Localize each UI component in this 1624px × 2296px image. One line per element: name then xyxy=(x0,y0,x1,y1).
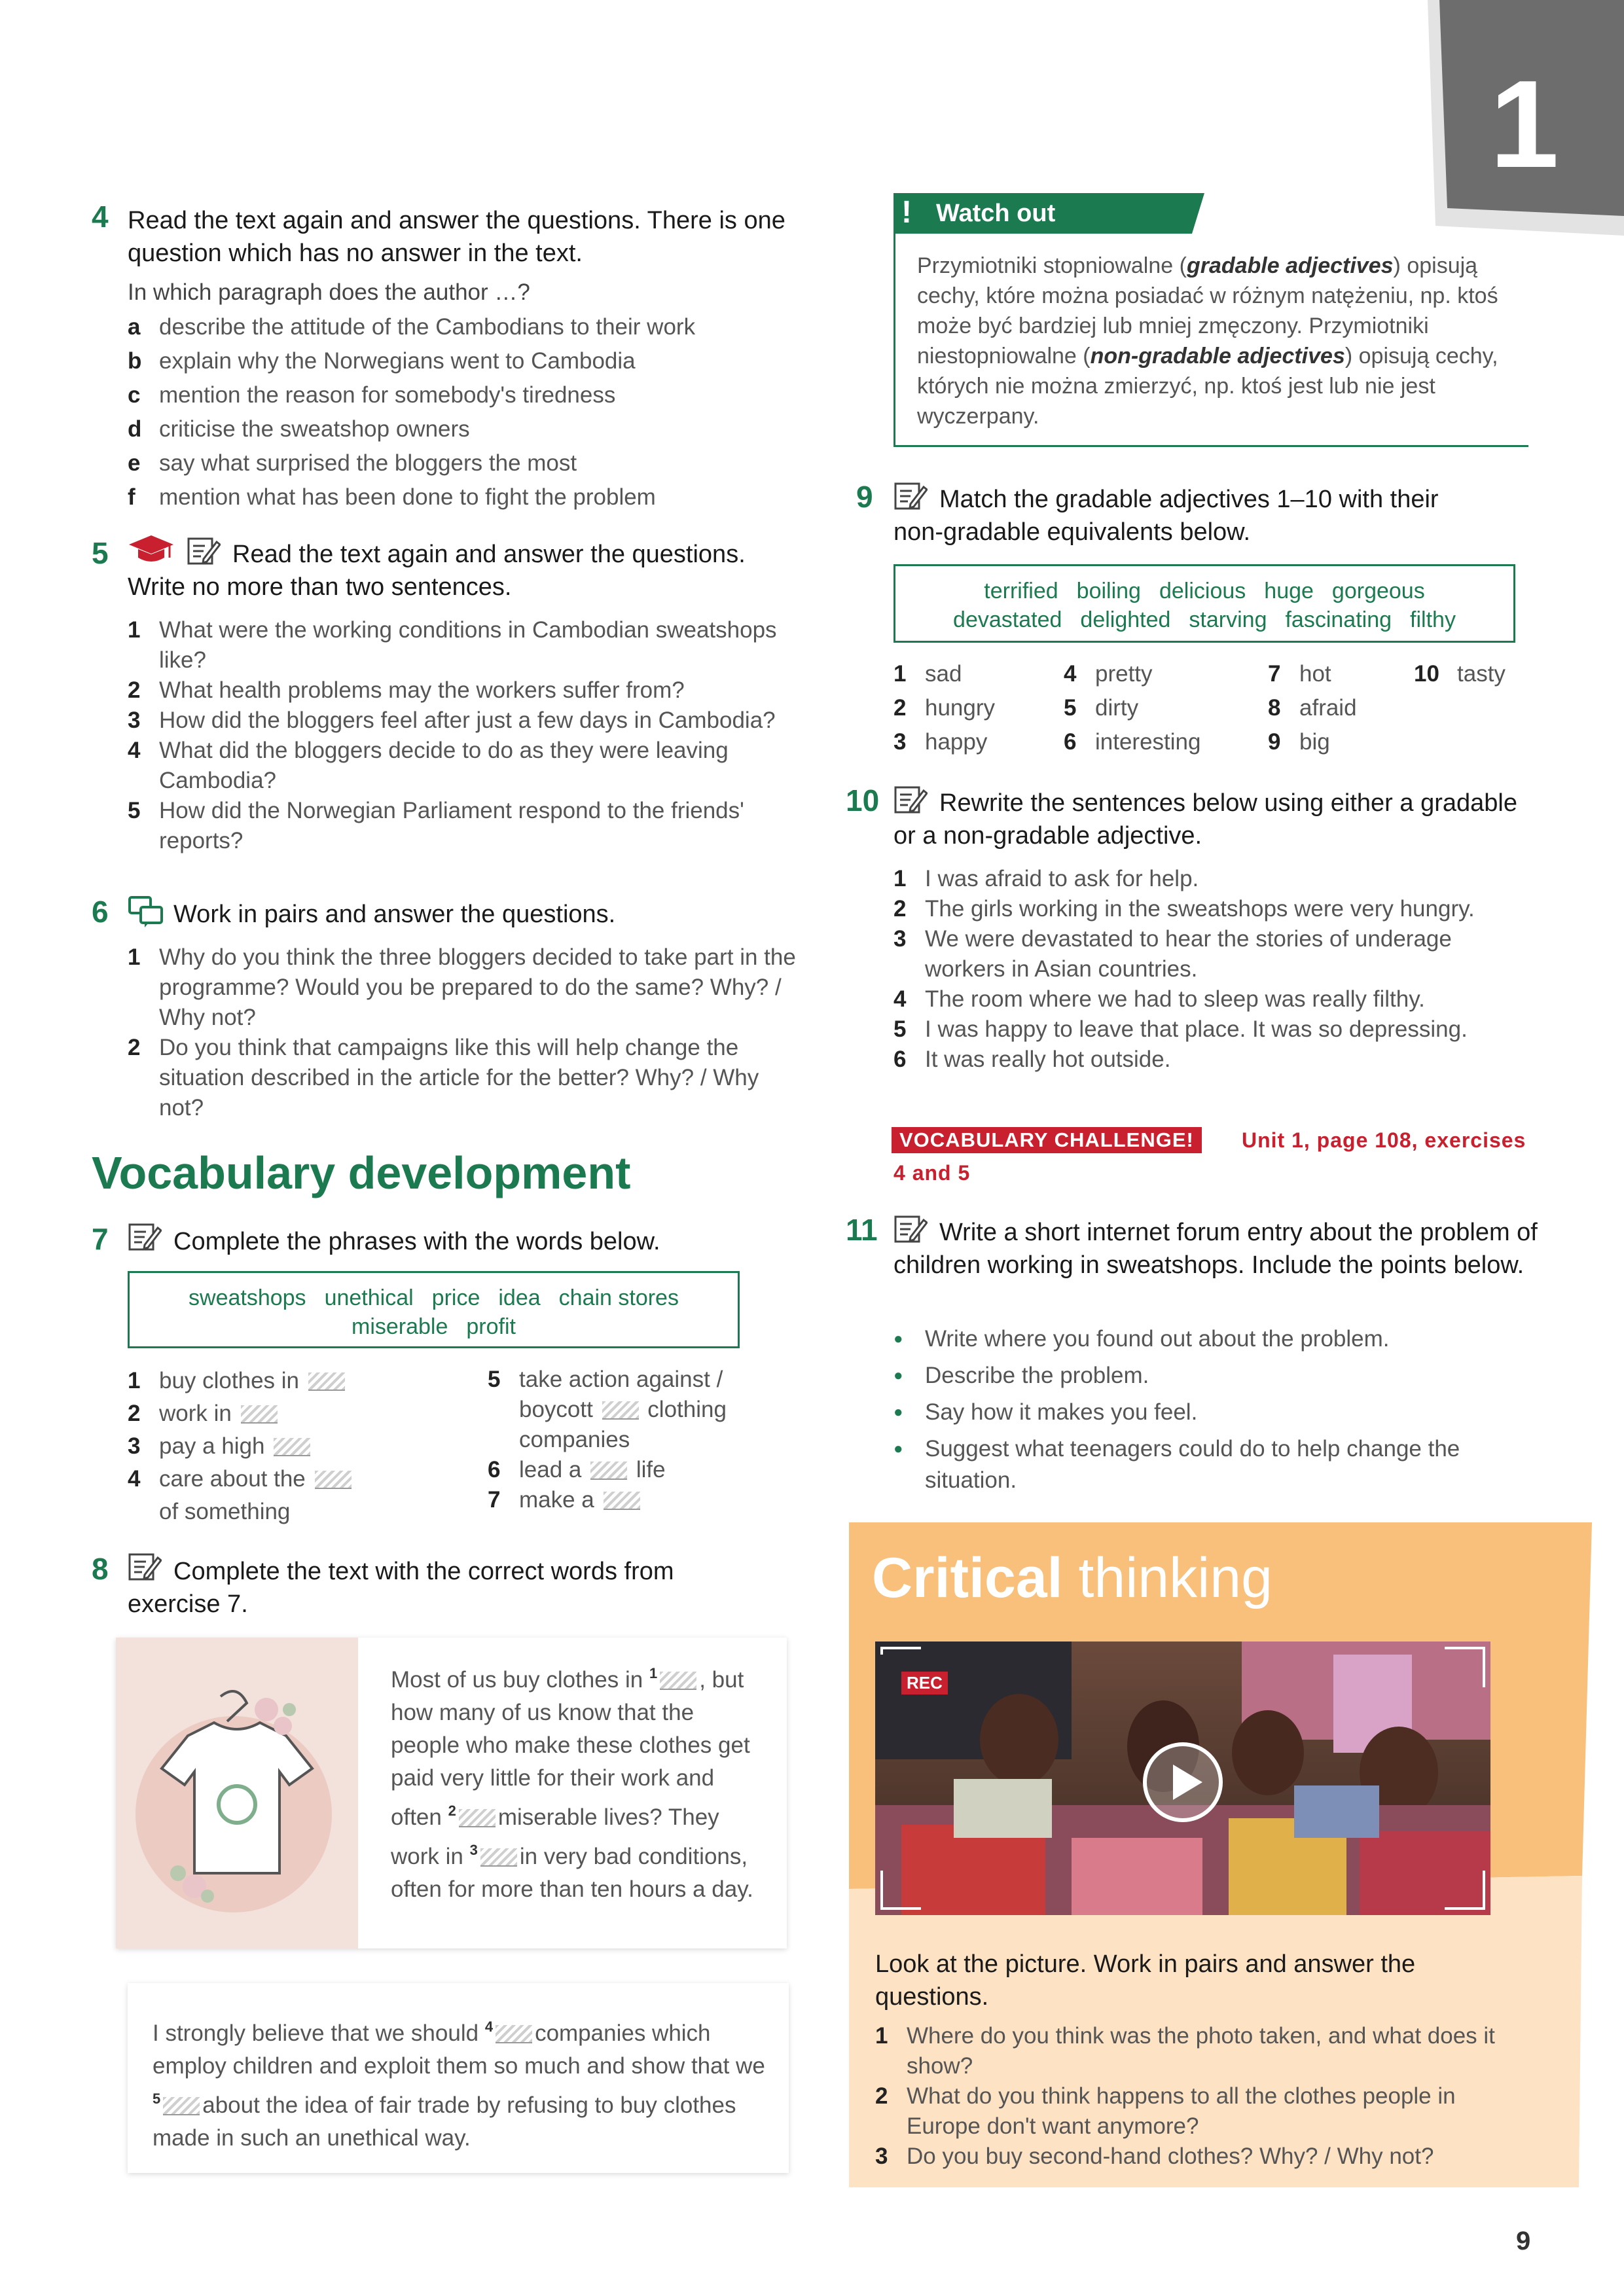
ex7-word: unethical xyxy=(324,1285,414,1310)
ex5-item xyxy=(128,706,808,736)
rec-badge: REC xyxy=(901,1672,948,1695)
ex4-item-text: mention the reason for somebody's tiredness xyxy=(159,382,616,408)
ex4-item xyxy=(128,480,815,514)
ex4-item xyxy=(128,378,815,412)
answer-gap[interactable] xyxy=(308,1372,345,1391)
ex8-text-2 xyxy=(153,2011,768,2155)
ex4-item xyxy=(128,344,815,378)
ex9-item-key: 8 xyxy=(1268,695,1281,721)
ex10-item-key: 1 xyxy=(893,866,907,891)
critical-item-text: Do you buy second-hand clothes? Why? / Why not? xyxy=(907,2144,1434,2169)
ex11-bullet xyxy=(893,1397,1522,1428)
ex10-item-text: The girls working in the sweatshops were very hungry. xyxy=(925,896,1475,922)
ex5-item-text: How did the Norwegian Parliament respond to the friends' reports? xyxy=(159,798,744,853)
section-heading-vocabulary: Vocabulary development xyxy=(92,1147,631,1198)
ex11-bullet xyxy=(893,1360,1522,1391)
gap-number: 4 xyxy=(484,2018,494,2035)
ex7-item-text-a: lead a xyxy=(519,1457,588,1482)
ex5-instruction: Read the text again and answer the questions. Write no more than two sentences. xyxy=(128,541,746,601)
ex5-item-text: What were the working conditions in Cambodian sweatshops like? xyxy=(159,617,777,673)
critical-thinking-intro: Look at the picture. Work in pairs and answer the questions. xyxy=(875,1950,1416,2011)
ex11-bullet-text: Suggest what teenagers could do to help change the situation. xyxy=(925,1436,1460,1493)
watch-out-border-left xyxy=(893,234,895,447)
ex9-item-key: 6 xyxy=(1064,729,1077,755)
ex5-item-key: 1 xyxy=(128,617,141,643)
play-icon[interactable] xyxy=(1140,1740,1225,1825)
ex9-item-key: 10 xyxy=(1414,661,1439,687)
ex5-item-key: 5 xyxy=(128,798,141,823)
ex9-item xyxy=(1064,691,1260,725)
watch-out-text-3: ) opisują cechy, których nie można zmierzyć, np. ktoś jest lub nie jest wyczerpany. xyxy=(917,344,1498,429)
ex7-item-text-a: buy clothes in xyxy=(159,1368,306,1393)
ex9-item xyxy=(1064,725,1260,759)
ex7-words-line2 xyxy=(143,1312,725,1341)
ex5-item xyxy=(128,736,808,796)
ex7-item-text-b: boycott xyxy=(519,1397,600,1422)
unit-number: 1 xyxy=(1490,55,1559,194)
ex9-col3 xyxy=(1268,657,1412,759)
ex6-item-key: 2 xyxy=(128,1035,141,1060)
ex9-col1 xyxy=(893,657,1064,759)
ex9-item-text: afraid xyxy=(1299,695,1357,721)
ex6-item xyxy=(128,942,808,1033)
ex11-number: 11 xyxy=(846,1213,878,1247)
ex8-text-card-1 xyxy=(116,1638,787,1948)
ex11-bullet-text: Write where you found out about the problem. xyxy=(925,1326,1390,1352)
ex8-text-segment: I strongly believe that we should xyxy=(153,2020,479,2046)
ex7-item-key: 2 xyxy=(128,1401,141,1426)
ex7-item xyxy=(128,1397,481,1430)
critical-thinking-title-bold: Critical xyxy=(872,1547,1063,1609)
ex9-item-text: big xyxy=(1299,729,1330,755)
answer-gap[interactable] xyxy=(163,2097,200,2115)
ex4-intro: In which paragraph does the author …? xyxy=(128,279,530,305)
ex11-bullet xyxy=(893,1433,1522,1496)
ex5-item xyxy=(128,796,808,856)
ex10-item-text: The room where we had to sleep was really filthy. xyxy=(925,986,1425,1012)
ex9-item-key: 5 xyxy=(1064,695,1077,721)
ex10-item-text: It was really hot outside. xyxy=(925,1047,1171,1072)
ex6-number: 6 xyxy=(92,895,109,929)
ex7-word: chain stores xyxy=(558,1285,679,1310)
ex9-item-key: 1 xyxy=(893,661,907,687)
ex9-item-text: pretty xyxy=(1095,661,1153,687)
ex9-col4 xyxy=(1414,657,1545,691)
critical-item-key: 1 xyxy=(875,2023,888,2049)
ex9-item xyxy=(1414,657,1545,691)
exclamation-icon: ! xyxy=(901,195,912,230)
ex4-item-text: say what surprised the bloggers the most xyxy=(159,450,577,476)
critical-item-key: 3 xyxy=(875,2144,888,2169)
answer-gap[interactable] xyxy=(602,1401,639,1420)
ex8-number: 8 xyxy=(92,1552,109,1586)
answer-gap[interactable] xyxy=(660,1672,696,1690)
ex9-word: huge xyxy=(1264,579,1314,603)
ex7-item-text-c: companies xyxy=(519,1427,630,1452)
ex7-item-text xyxy=(159,1430,481,1463)
ex5-number: 5 xyxy=(92,536,109,570)
ex9-item-text: sad xyxy=(925,661,962,687)
ex9-item-key: 9 xyxy=(1268,729,1281,755)
critical-thinking-title xyxy=(872,1547,1272,1609)
ex10-item-key: 5 xyxy=(893,1016,907,1042)
ex5-list xyxy=(128,615,808,856)
ex9-word: fascinating xyxy=(1285,607,1392,632)
critical-item-key: 2 xyxy=(875,2083,888,2109)
ex7-item-text xyxy=(519,1455,776,1485)
answer-gap[interactable] xyxy=(459,1809,496,1827)
ex7-item-text-a: pay a high xyxy=(159,1433,272,1459)
ex4-item-key: a xyxy=(128,314,141,340)
ex9-word-box xyxy=(893,564,1515,643)
ex4-item xyxy=(128,310,815,344)
ex10-item-key: 2 xyxy=(893,896,907,922)
ex7-item-key: 1 xyxy=(128,1368,141,1393)
answer-gap[interactable] xyxy=(496,2025,532,2043)
ex11-bullet-text: Say how it makes you feel. xyxy=(925,1399,1198,1425)
ex10-item xyxy=(893,864,1535,894)
ex9-item-key: 3 xyxy=(893,729,907,755)
watch-out-term-gradable: gradable adjectives xyxy=(1186,253,1394,278)
ex7-item xyxy=(488,1455,776,1485)
answer-gap[interactable] xyxy=(315,1471,352,1489)
ex9-item xyxy=(893,691,1064,725)
ex10-item-key: 6 xyxy=(893,1047,907,1072)
ex7-item-key: 5 xyxy=(488,1367,501,1392)
ex7-word: sweatshops xyxy=(189,1285,306,1310)
ex7-item-text-a: take action against / xyxy=(519,1367,723,1392)
pencil-icon xyxy=(128,1221,162,1253)
ex9-word: gorgeous xyxy=(1331,579,1425,603)
ex9-item-key: 7 xyxy=(1268,661,1281,687)
gap-number: 3 xyxy=(469,1842,478,1858)
ex9-word: starving xyxy=(1189,607,1267,632)
ex4-item-text: explain why the Norwegians went to Cambodia xyxy=(159,348,636,374)
ex4-list xyxy=(128,310,815,514)
ex9-item xyxy=(1268,691,1412,725)
ex8-text-segment: companies which employ children and exploit them so much and show that we xyxy=(153,2020,765,2079)
critical-thinking-list xyxy=(875,2021,1530,2172)
ex9-word: devastated xyxy=(953,607,1062,632)
ex7-number: 7 xyxy=(92,1222,109,1256)
bullet-dot-icon: ● xyxy=(893,1367,903,1384)
ex9-item-text: interesting xyxy=(1095,729,1201,755)
ex9-item-text: tasty xyxy=(1457,661,1506,687)
ex9-item-key: 4 xyxy=(1064,661,1077,687)
ex9-item xyxy=(893,657,1064,691)
ex10-list xyxy=(893,864,1535,1075)
ex9-item-text: hungry xyxy=(925,695,996,721)
ex7-word-box xyxy=(128,1271,740,1348)
ex10-item-key: 3 xyxy=(893,926,907,952)
ex6-item-key: 1 xyxy=(128,944,141,970)
ex10-item-text: I was afraid to ask for help. xyxy=(925,866,1199,891)
ex7-item-text xyxy=(519,1365,776,1455)
ex7-item-text-b2: clothing xyxy=(641,1397,727,1422)
critical-item-text: What do you think happens to all the clothes people in Europe don't want anymore? xyxy=(907,2083,1456,2139)
ex4-item xyxy=(128,446,815,480)
ex6-item xyxy=(128,1033,808,1123)
ex10-item-key: 4 xyxy=(893,986,907,1012)
bullet-dot-icon: ● xyxy=(893,1403,903,1421)
ex7-instruction: Complete the phrases with the words below. xyxy=(173,1228,660,1255)
ex9-item-text: dirty xyxy=(1095,695,1139,721)
watch-out-title: Watch out xyxy=(936,200,1056,227)
video-thumbnail[interactable] xyxy=(875,1641,1490,1915)
bullet-dot-icon: ● xyxy=(893,1440,903,1458)
ex5-item-key: 4 xyxy=(128,738,141,763)
critical-item-text: Where do you think was the photo taken, and what does it show? xyxy=(907,2023,1495,2079)
ex4-item-text: criticise the sweatshop owners xyxy=(159,416,470,442)
ex5-item-key: 3 xyxy=(128,708,141,733)
ex9-col2 xyxy=(1064,657,1260,759)
tshirt-illustration xyxy=(116,1638,358,1948)
gap-number: 2 xyxy=(448,1803,456,1819)
ex7-word: profit xyxy=(466,1314,516,1339)
ex4-number: 4 xyxy=(92,200,109,234)
critical-thinking-title-light: thinking xyxy=(1078,1547,1272,1609)
ex7-item-key: 3 xyxy=(128,1433,141,1459)
ex9-word: terrified xyxy=(984,579,1058,603)
vocab-challenge-ref-1: Unit 1, page 108, exercises xyxy=(1242,1128,1526,1152)
ex9-item-key: 2 xyxy=(893,695,907,721)
ex10-instruction: Rewrite the sentences below using either a gradable or a non-gradable adjective. xyxy=(893,789,1517,850)
ex7-word: price xyxy=(431,1285,480,1310)
ex10-item xyxy=(893,894,1535,924)
ex6-instruction: Work in pairs and answer the questions. xyxy=(173,901,616,928)
ex9-item-text: hot xyxy=(1299,661,1331,687)
vocab-challenge-label: VOCABULARY CHALLENGE! xyxy=(892,1127,1202,1153)
ex7-item-text-a: work in xyxy=(159,1401,238,1426)
ex10-number: 10 xyxy=(846,783,880,817)
ex4-item-text: describe the attitude of the Cambodians to their work xyxy=(159,314,696,340)
ex11-bullet-text: Describe the problem. xyxy=(925,1363,1149,1388)
ex8-text-1 xyxy=(391,1657,764,1906)
ex8-text-segment: about the idea of fair trade by refusing to buy clothes made in such an unethical way. xyxy=(153,2092,736,2151)
ex5-item xyxy=(128,675,808,706)
critical-item xyxy=(875,2021,1530,2081)
watch-out-text-2: ) opisują cechy, które można posiadać w różnym natężeniu, np. ktoś może być bardziej lub mniej zmęczony. Przymiotniki niestopniowalne ( xyxy=(917,253,1498,368)
ex7-item xyxy=(128,1463,481,1528)
ex7-item-text xyxy=(159,1397,481,1430)
gap-number: 5 xyxy=(153,2090,161,2107)
ex9-word: boiling xyxy=(1076,579,1141,603)
ex9-item xyxy=(1268,657,1412,691)
ex9-item-text: happy xyxy=(925,729,988,755)
watch-out-box xyxy=(893,193,1528,448)
ex4-item-key: c xyxy=(128,382,141,408)
ex7-item-text xyxy=(159,1365,481,1397)
ex6-item-text: Why do you think the three bloggers decided to take part in the programme? Would you be prepared to do the same? Why? / Why not? xyxy=(159,944,796,1030)
ex7-item-key: 4 xyxy=(128,1466,141,1492)
ex7-right-list xyxy=(488,1365,776,1515)
ex4-item-key: d xyxy=(128,416,142,442)
ex9-word: delicious xyxy=(1159,579,1246,603)
ex10-item xyxy=(893,924,1535,984)
ex9-item xyxy=(1064,657,1260,691)
ex5-item-text: How did the bloggers feel after just a few days in Cambodia? xyxy=(159,708,776,733)
ex8-text-segment: , but how many of us know that the people who make these clothes get paid very little for their work and often xyxy=(391,1667,750,1830)
ex7-word: idea xyxy=(498,1285,541,1310)
ex11-instruction: Write a short internet forum entry about the problem of children working in sweatshops. Include the points below. xyxy=(893,1219,1538,1279)
ex8-text-segment: in very bad conditions, often for more than ten hours a day. xyxy=(391,1844,753,1902)
ex6-item-text: Do you think that campaigns like this will help change the situation described in the article for the better? Why? / Why not? xyxy=(159,1035,759,1121)
ex11-bullets xyxy=(893,1323,1522,1501)
ex7-item xyxy=(488,1485,776,1515)
gap-number: 1 xyxy=(649,1665,658,1681)
ex4-item xyxy=(128,412,815,446)
ex10-item xyxy=(893,984,1535,1014)
ex9-words-line2 xyxy=(909,605,1500,634)
ex7-item xyxy=(128,1365,481,1397)
ex7-item-text xyxy=(159,1463,481,1528)
speech-bubbles-icon xyxy=(128,895,164,928)
ex4-item-key: f xyxy=(128,484,135,510)
ex8-text-segment: Most of us buy clothes in xyxy=(391,1667,643,1693)
ex10-item-text: I was happy to leave that place. It was so depressing. xyxy=(925,1016,1468,1042)
ex9-words-line1 xyxy=(909,577,1500,605)
watch-out-term-non-gradable: non-gradable adjectives xyxy=(1090,344,1345,368)
ex4-instruction: Read the text again and answer the questions. There is one question which has no answer in the text. xyxy=(128,207,785,267)
ex7-left-list xyxy=(128,1365,481,1528)
ex7-item-text-b: of something xyxy=(159,1499,291,1524)
ex9-word: delighted xyxy=(1080,607,1171,632)
ex9-number: 9 xyxy=(856,480,873,514)
bullet-dot-icon: ● xyxy=(893,1330,903,1348)
ex7-item xyxy=(488,1365,776,1455)
answer-gap[interactable] xyxy=(590,1462,627,1480)
ex7-item-key: 6 xyxy=(488,1457,501,1482)
ex5-item-key: 2 xyxy=(128,677,141,703)
ex7-item xyxy=(128,1430,481,1463)
critical-item xyxy=(875,2081,1530,2142)
watch-out-text-1: Przymiotniki stopniowalne ( xyxy=(917,253,1187,278)
answer-gap[interactable] xyxy=(480,1848,517,1867)
ex6-list xyxy=(128,942,808,1123)
ex4-item-key: b xyxy=(128,348,142,374)
ex7-item-text xyxy=(519,1485,776,1515)
answer-gap[interactable] xyxy=(241,1405,278,1424)
ex9-item xyxy=(893,725,1064,759)
ex10-item xyxy=(893,1045,1535,1075)
ex10-item xyxy=(893,1014,1535,1045)
ex7-item-key: 7 xyxy=(488,1487,501,1513)
ex8-text-card-2 xyxy=(128,1983,789,2173)
answer-gap[interactable] xyxy=(274,1438,310,1456)
page-number: 9 xyxy=(1516,2227,1531,2255)
ex4-item-text: mention what has been done to fight the problem xyxy=(159,484,656,510)
ex10-item-text: We were devastated to hear the stories of underage workers in Asian countries. xyxy=(925,926,1452,982)
critical-thinking-panel xyxy=(849,1522,1592,2187)
ex11-bullet xyxy=(893,1323,1522,1355)
ex7-item-text-b: life xyxy=(630,1457,666,1482)
ex4-item-key: e xyxy=(128,450,141,476)
ex8-instruction: Complete the text with the correct words from exercise 7. xyxy=(128,1558,674,1618)
ex5-item-text: What health problems may the workers suffer from? xyxy=(159,677,685,703)
critical-item xyxy=(875,2142,1530,2172)
ex9-item xyxy=(1268,725,1412,759)
ex5-item xyxy=(128,615,808,675)
ex8-text-segment: miserable lives? They work in xyxy=(391,1804,719,1869)
ex9-word: filthy xyxy=(1410,607,1456,632)
ex7-words-line1 xyxy=(143,1283,725,1312)
vocab-challenge-ref-2: 4 and 5 xyxy=(893,1161,971,1185)
ex7-word: miserable xyxy=(352,1314,448,1339)
watch-out-border-bottom xyxy=(893,445,1528,447)
answer-gap[interactable] xyxy=(604,1492,640,1510)
ex9-instruction: Match the gradable adjectives 1–10 with their non-gradable equivalents below. xyxy=(893,486,1439,546)
ex7-item-text-a: care about the xyxy=(159,1466,312,1492)
watch-out-text xyxy=(917,251,1500,431)
ex5-item-text: What did the bloggers decide to do as they were leaving Cambodia? xyxy=(159,738,729,793)
ex7-item-text-a: make a xyxy=(519,1487,601,1513)
